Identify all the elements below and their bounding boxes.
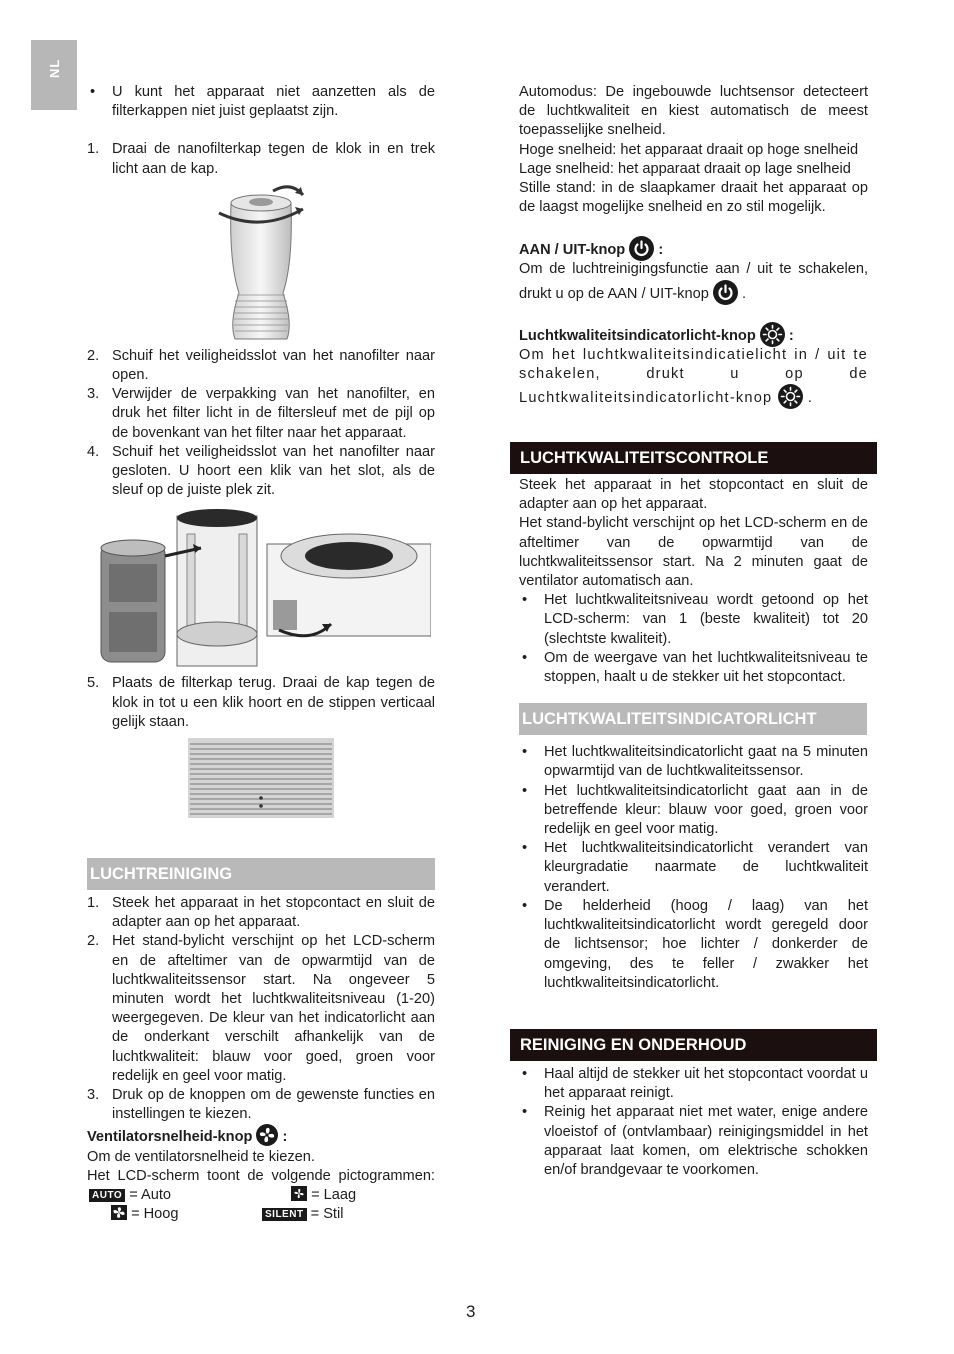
numbered-step <box>87 932 435 1086</box>
filter-cap-illustration <box>211 183 311 343</box>
power-button-heading: AAN / UIT-knop : <box>519 236 868 260</box>
silent-badge: SILENT <box>262 1208 307 1221</box>
power-description: Om de luchtreinigingsfunctie aan / uit te schakelen, drukt u op de AAN / UIT-knop . <box>519 260 868 304</box>
bullet-item <box>519 1065 868 1103</box>
fan-description: Om de ventilatorsnelheid te kiezen. <box>87 1148 315 1165</box>
step-number: 4. <box>87 443 100 460</box>
steps-list-a <box>87 140 435 178</box>
fan-high-icon <box>111 1205 127 1220</box>
step-text: Plaats de filterkap terug. Draai de kap tegen de klok in tot u een klik hoort en de stippen verticaal gelijk staan. <box>112 675 435 730</box>
step-text: Druk op de knoppen om de gewenste functies en instellingen te kiezen. <box>112 1087 435 1123</box>
step-number: 5. <box>87 675 100 692</box>
fan-icon <box>256 1124 278 1146</box>
step-text: Steek het apparaat in het stopcontact en sluit de adapter aan op het apparaat. <box>112 895 435 931</box>
fan-low-icon <box>291 1186 307 1201</box>
numbered-step <box>87 894 435 932</box>
bullet-mark: • <box>522 649 528 666</box>
section-title-luchtreiniging: LUCHTREINIGING <box>87 858 435 890</box>
step-number: 3. <box>87 1087 100 1104</box>
power-icon-inline <box>713 280 738 305</box>
bullet-mark: • <box>522 1104 528 1121</box>
step-number: 3. <box>87 386 100 403</box>
section-title-luchtkwaliteitscontrole: LUCHTKWALITEITSCONTROLE <box>510 442 877 474</box>
step-number: 1. <box>87 141 100 158</box>
steps-list-b <box>87 347 435 501</box>
auto-badge: AUTO <box>89 1189 125 1202</box>
numbered-step <box>87 674 435 732</box>
numbered-step <box>87 443 435 501</box>
numbered-step <box>87 347 435 385</box>
step-text: Draai de nanofilterkap tegen de klok in en trek licht aan de kap. <box>112 141 435 177</box>
fan-modes <box>519 83 868 217</box>
right-column <box>519 83 868 1180</box>
reiniging-content <box>519 1065 868 1180</box>
steps-list-c <box>87 674 435 732</box>
bullet-mark: • <box>522 744 528 761</box>
paragraph: Stille stand: in de slaapkamer draait het apparaat op de laagst mogelijke snelheid en zo stil mogelijk. <box>519 180 868 216</box>
paragraph: Steek het apparaat in het stopcontact en sluit de adapter aan op het apparaat. <box>519 477 868 513</box>
light-button-heading: Luchtkwaliteitsindicatorlicht-knop : <box>519 322 868 346</box>
light-description: Om het luchtkwaliteitsindicatielicht in / uit te schakelen, drukt u op de Luchtkwaliteitsindicatorlicht-knop . <box>519 346 868 409</box>
page-number: 3 <box>466 1302 476 1321</box>
bullet-item <box>519 591 868 649</box>
bullet-text: Het luchtkwaliteitsindicatorlicht gaat na 5 minuten opwarmtijd van de luchtkwaliteitssensor. <box>544 744 868 780</box>
section-title-reiniging-en-onderhoud: REINIGING EN ONDERHOUD <box>510 1029 877 1061</box>
section-title-luchtkwaliteitsindicatorlicht: LUCHTKWALITEITSINDICATORLICHT <box>519 703 867 735</box>
nanofilter-install-illustration <box>91 504 431 670</box>
bullet-mark: • <box>522 1065 528 1082</box>
steps-list-d <box>87 894 435 1124</box>
bullet-mark: • <box>522 592 528 609</box>
step-number: 2. <box>87 347 100 364</box>
numbered-step <box>87 1086 435 1124</box>
bullet-item <box>519 1103 868 1180</box>
paragraph: Lage snelheid: het apparaat draait op lage snelheid <box>519 160 851 177</box>
pictogram-row-1: AUTO = Auto = Laag <box>87 1186 435 1205</box>
lcd-line: Het LCD-scherm toont de volgende pictogrammen: <box>87 1167 435 1184</box>
filter-cap-dots-illustration <box>186 736 336 820</box>
bullet-text: Het luchtkwaliteitsindicatorlicht verandert van kleurgradatie naarmate de luchtkwaliteit verandert. <box>544 840 868 895</box>
light-icon <box>760 322 785 347</box>
step-text: Schuif het veiligheidsslot van het nanofilter naar gesloten. U hoort een klik van het slot, als de sleuf op de juiste plek zit. <box>112 443 435 499</box>
step-text: Schuif het veiligheidsslot van het nanofilter naar open. <box>112 347 435 384</box>
language-tab <box>31 40 77 110</box>
numbered-step <box>87 140 435 178</box>
step-number: 1. <box>87 895 100 912</box>
intro-bullet: • U kunt het apparaat niet aanzetten als de filterkappen niet juist geplaatst zijn. <box>90 84 435 120</box>
fan-button-heading: Ventilatorsnelheid-knop : <box>87 1124 435 1147</box>
paragraph: Het stand-bylicht verschijnt op het LCD-scherm en de afteltimer van de opwarmtijd van de luchtkwaliteitssensor start. Na 2 minuten gaat de ventilator automatisch aan. <box>519 515 868 590</box>
step-text: Het stand-bylicht verschijnt op het LCD-scherm en de afteltimer van de opwarmtijd van de luchtkwaliteitssensor start. Na ongeveer 5 minuten wordt het luchtkwaliteitsniveau (1-20) weergegeven. De kleur van het indicatorlicht aan de onderkant verschilt afhankelijk van de luchtkwaliteit: blauw voor goed, groen voor redelijk en geel voor matig. <box>112 933 435 1084</box>
bullet-text: Reinig het apparaat niet met water, enige andere vloeistof of (ontvlambaar) reinigingsmiddel in het apparaat laat komen, om elektrische schokken en/of brandgevaar te voorkomen. <box>544 1104 868 1178</box>
bullet-item <box>519 782 868 840</box>
bullet-text: Het luchtkwaliteitsindicatorlicht gaat aan in de betreffende kleur: blauw voor goed, groen voor redelijk en geel voor matig. <box>544 782 868 838</box>
bullet-item <box>519 743 868 781</box>
bullet-text: Om de weergave van het luchtkwaliteitsniveau te stoppen, haalt u de stekker uit het stopcontact. <box>544 649 868 686</box>
bullet-mark: • <box>522 897 528 914</box>
light-icon-inline <box>778 384 803 409</box>
bullet-item <box>519 649 868 687</box>
bullet-text: De helderheid (hoog / laag) van het luchtkwaliteitsindicatorlicht wordt geregeld door de lichtsensor; hoe lichter / donkerder de omgeving, des te feller / zwakker het luchtkwaliteitsindicatorlicht. <box>544 897 868 991</box>
bullet-text: Het luchtkwaliteitsniveau wordt getoond op het LCD-scherm: van 1 (beste kwaliteit) tot 20 (slechtste kwaliteit). <box>544 592 868 647</box>
bullet-item <box>519 839 868 897</box>
step-text: Verwijder de verpakking van het nanofilter, en druk het filter licht in de filtersleuf met de pijl op de bovenkant van het filter naar het apparaat. <box>112 386 435 441</box>
indicatorlicht-content <box>519 743 868 993</box>
language-tab-label: NL <box>47 58 62 78</box>
bullet-text: Haal altijd de stekker uit het stopcontact voordat u het apparaat reinigt. <box>544 1065 868 1102</box>
luchtkwaliteitscontrole-content <box>519 476 868 687</box>
paragraph: Hoge snelheid: het apparaat draait op hoge snelheid <box>519 141 859 158</box>
bullet-mark: • <box>522 782 528 799</box>
paragraph: Automodus: De ingebouwde luchtsensor detecteert de luchtkwaliteit en kiest automatisch de meest toepasselijke snelheid. <box>519 84 868 139</box>
step-number: 2. <box>87 933 100 950</box>
power-icon <box>629 236 654 261</box>
numbered-step <box>87 385 435 443</box>
bullet-mark: • <box>522 840 528 857</box>
pictogram-row-2: = Hoog SILENT = Stil <box>87 1205 435 1224</box>
left-column <box>87 83 435 1224</box>
bullet-item <box>519 897 868 993</box>
